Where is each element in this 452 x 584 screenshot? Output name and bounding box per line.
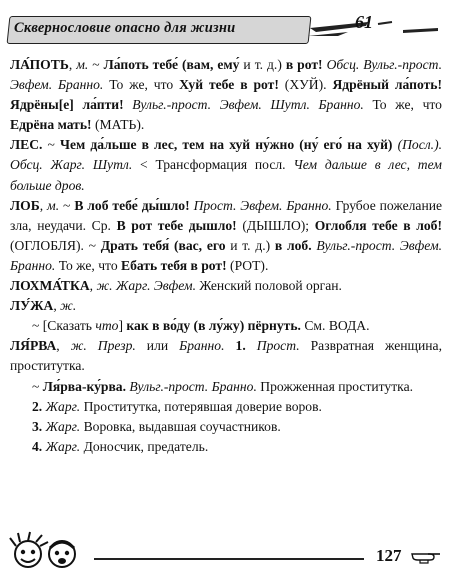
text-run: То же, что	[103, 77, 180, 93]
text-run: (ДЫШЛО);	[236, 217, 315, 233]
italic-label: ж.	[60, 298, 77, 314]
italic-label: Жарг.	[45, 438, 81, 454]
bold-phrase: Драть тебя́ (вас, его	[100, 237, 226, 253]
bold-phrase: В рот тебе дышло!	[116, 217, 237, 233]
italic-label: Вульг.-прост. Эвфем. Шутл. Бранно.	[132, 97, 364, 113]
text-run: Проститутка, потерявшая доверие воров.	[80, 398, 322, 414]
entry-lob	[10, 196, 442, 276]
text-run: Доносчик, предатель.	[80, 438, 209, 454]
text-run: То же, что	[55, 257, 122, 273]
text-run: Женский половой орган.	[196, 278, 342, 294]
text-run	[124, 97, 133, 112]
text-run: (РОТ).	[226, 257, 269, 273]
italic-label: Вульг.-прост. Бранно.	[129, 378, 257, 394]
bold-phrase: в рот!	[285, 57, 323, 72]
entry-lyarva	[10, 336, 442, 376]
italic-label: Жарг.	[45, 398, 81, 414]
text-run: ,	[89, 278, 97, 294]
running-title: Сквернословие опасно для жизни	[14, 20, 236, 36]
headword: ЛОБ	[10, 197, 40, 213]
text-run: ~	[59, 197, 75, 213]
pointing-hand-icon	[410, 548, 442, 566]
text-run: ~ [Сказать	[32, 318, 96, 334]
text-run: или	[135, 338, 180, 354]
dictionary-column	[10, 55, 442, 457]
bold-phrase: как в во́ду (в лу́жу) пёрнуть.	[126, 318, 301, 334]
italic-label: что	[95, 318, 119, 334]
italic-label: Жарг.	[45, 418, 81, 434]
headword: ЛЯ́РВА	[10, 338, 57, 354]
text-run: и т. д.)	[239, 57, 286, 72]
italic-label: (Посл.).	[397, 137, 442, 153]
text-run: Грубое пожелание зла, неудачи. Ср.	[10, 197, 443, 233]
entry-lyarva-sense	[10, 417, 442, 437]
entry-lapot	[10, 55, 442, 135]
text-run: Развратная женщина, проститутка.	[10, 338, 442, 374]
entry-lokhmatka	[10, 276, 442, 296]
text-run: ,	[56, 338, 71, 354]
bold-phrase: Чем да́льше в лес, тем на хуй ну́жно (ну́ его́ на хуй)	[59, 137, 393, 153]
header-page-marker: 61	[355, 12, 373, 32]
text-run: То же, что	[363, 97, 442, 113]
italic-label: Обсц. Жарг. Шутл.	[10, 157, 133, 173]
bold-phrase: Оглобля тебе в лоб!	[314, 217, 442, 233]
bold-phrase: Ядрёный ла́поть! Ядрёны[е] ла́пти!	[10, 77, 443, 113]
headword: ЛЕС.	[10, 137, 43, 153]
bold-phrase: Хуй тебе в рот!	[179, 77, 279, 93]
text-run: ~	[32, 378, 43, 394]
italic-label: Чем дальше в лес, тем больше дров.	[10, 157, 442, 193]
text-run: ,	[53, 298, 61, 314]
text-run	[224, 338, 235, 353]
italic-label: ж. Презр.	[70, 338, 136, 354]
italic-label: Вульг.-прост. Эвфем. Бранно.	[10, 237, 443, 273]
entry-les	[10, 135, 442, 195]
text-run: Прожженная проститутка.	[256, 378, 414, 394]
bold-phrase: 1.	[235, 338, 246, 354]
italic-label: Прост. Эвфем. Бранно.	[193, 197, 332, 213]
italic-label: м.	[47, 197, 60, 213]
entry-luzha	[10, 296, 442, 316]
bold-phrase: 3.	[32, 418, 43, 434]
text-run: ]	[118, 318, 127, 334]
footer-rule	[94, 558, 364, 560]
bold-phrase: Ля́рва-ку́рва.	[42, 378, 127, 394]
italic-label: Бранно.	[179, 338, 225, 354]
text-run: ~	[42, 137, 60, 153]
text-run: ,	[68, 57, 77, 72]
bold-phrase: в лоб.	[274, 237, 312, 253]
text-run: и т. д.)	[225, 237, 275, 253]
bold-phrase: 4.	[32, 438, 43, 454]
text-run: Воровка, выдавшая соучастников.	[80, 418, 281, 434]
entry-lyarva-sense	[10, 377, 442, 397]
running-header	[8, 10, 440, 44]
text-run: ~	[88, 57, 104, 72]
italic-label: Обсц. Вульг.-прост. Эвфем. Бранно.	[10, 57, 443, 93]
entry-lyarva-sense	[10, 397, 442, 417]
text-run: (ХУЙ).	[278, 77, 333, 93]
text-run: См. ВОДА.	[300, 318, 370, 334]
text-run: (ОГЛОБЛЯ). ~	[10, 237, 101, 253]
entry-lyarva-sense	[10, 437, 442, 457]
bold-phrase: Ебать тебя в рот!	[121, 257, 227, 273]
text-run: (МАТЬ).	[91, 117, 145, 133]
headword: ЛУ́ЖА	[10, 298, 54, 314]
text-run: < Трансформация посл.	[132, 157, 294, 173]
italic-label: ж. Жарг. Эвфем.	[96, 278, 196, 294]
text-run	[246, 338, 257, 353]
entry-luzha-sense	[10, 316, 442, 336]
italic-label: м.	[76, 57, 89, 72]
headword: ЛОХМА́ТКА	[10, 278, 90, 294]
text-run: ,	[39, 197, 48, 213]
italic-label: Прост.	[256, 338, 300, 354]
bold-phrase: 2.	[32, 398, 43, 414]
cartoon-faces-icon	[6, 530, 86, 574]
headword: ЛА́ПОТЬ	[10, 57, 69, 72]
page-footer	[6, 530, 446, 574]
bold-phrase: Едрёна мать!	[10, 117, 92, 133]
page-number: 127	[376, 546, 402, 565]
bold-phrase: Ла́поть тебе́ (вам, ему́	[103, 57, 240, 72]
bold-phrase: В лоб тебе́ ды́шло!	[74, 197, 190, 213]
header-brush-decoration	[308, 10, 440, 44]
